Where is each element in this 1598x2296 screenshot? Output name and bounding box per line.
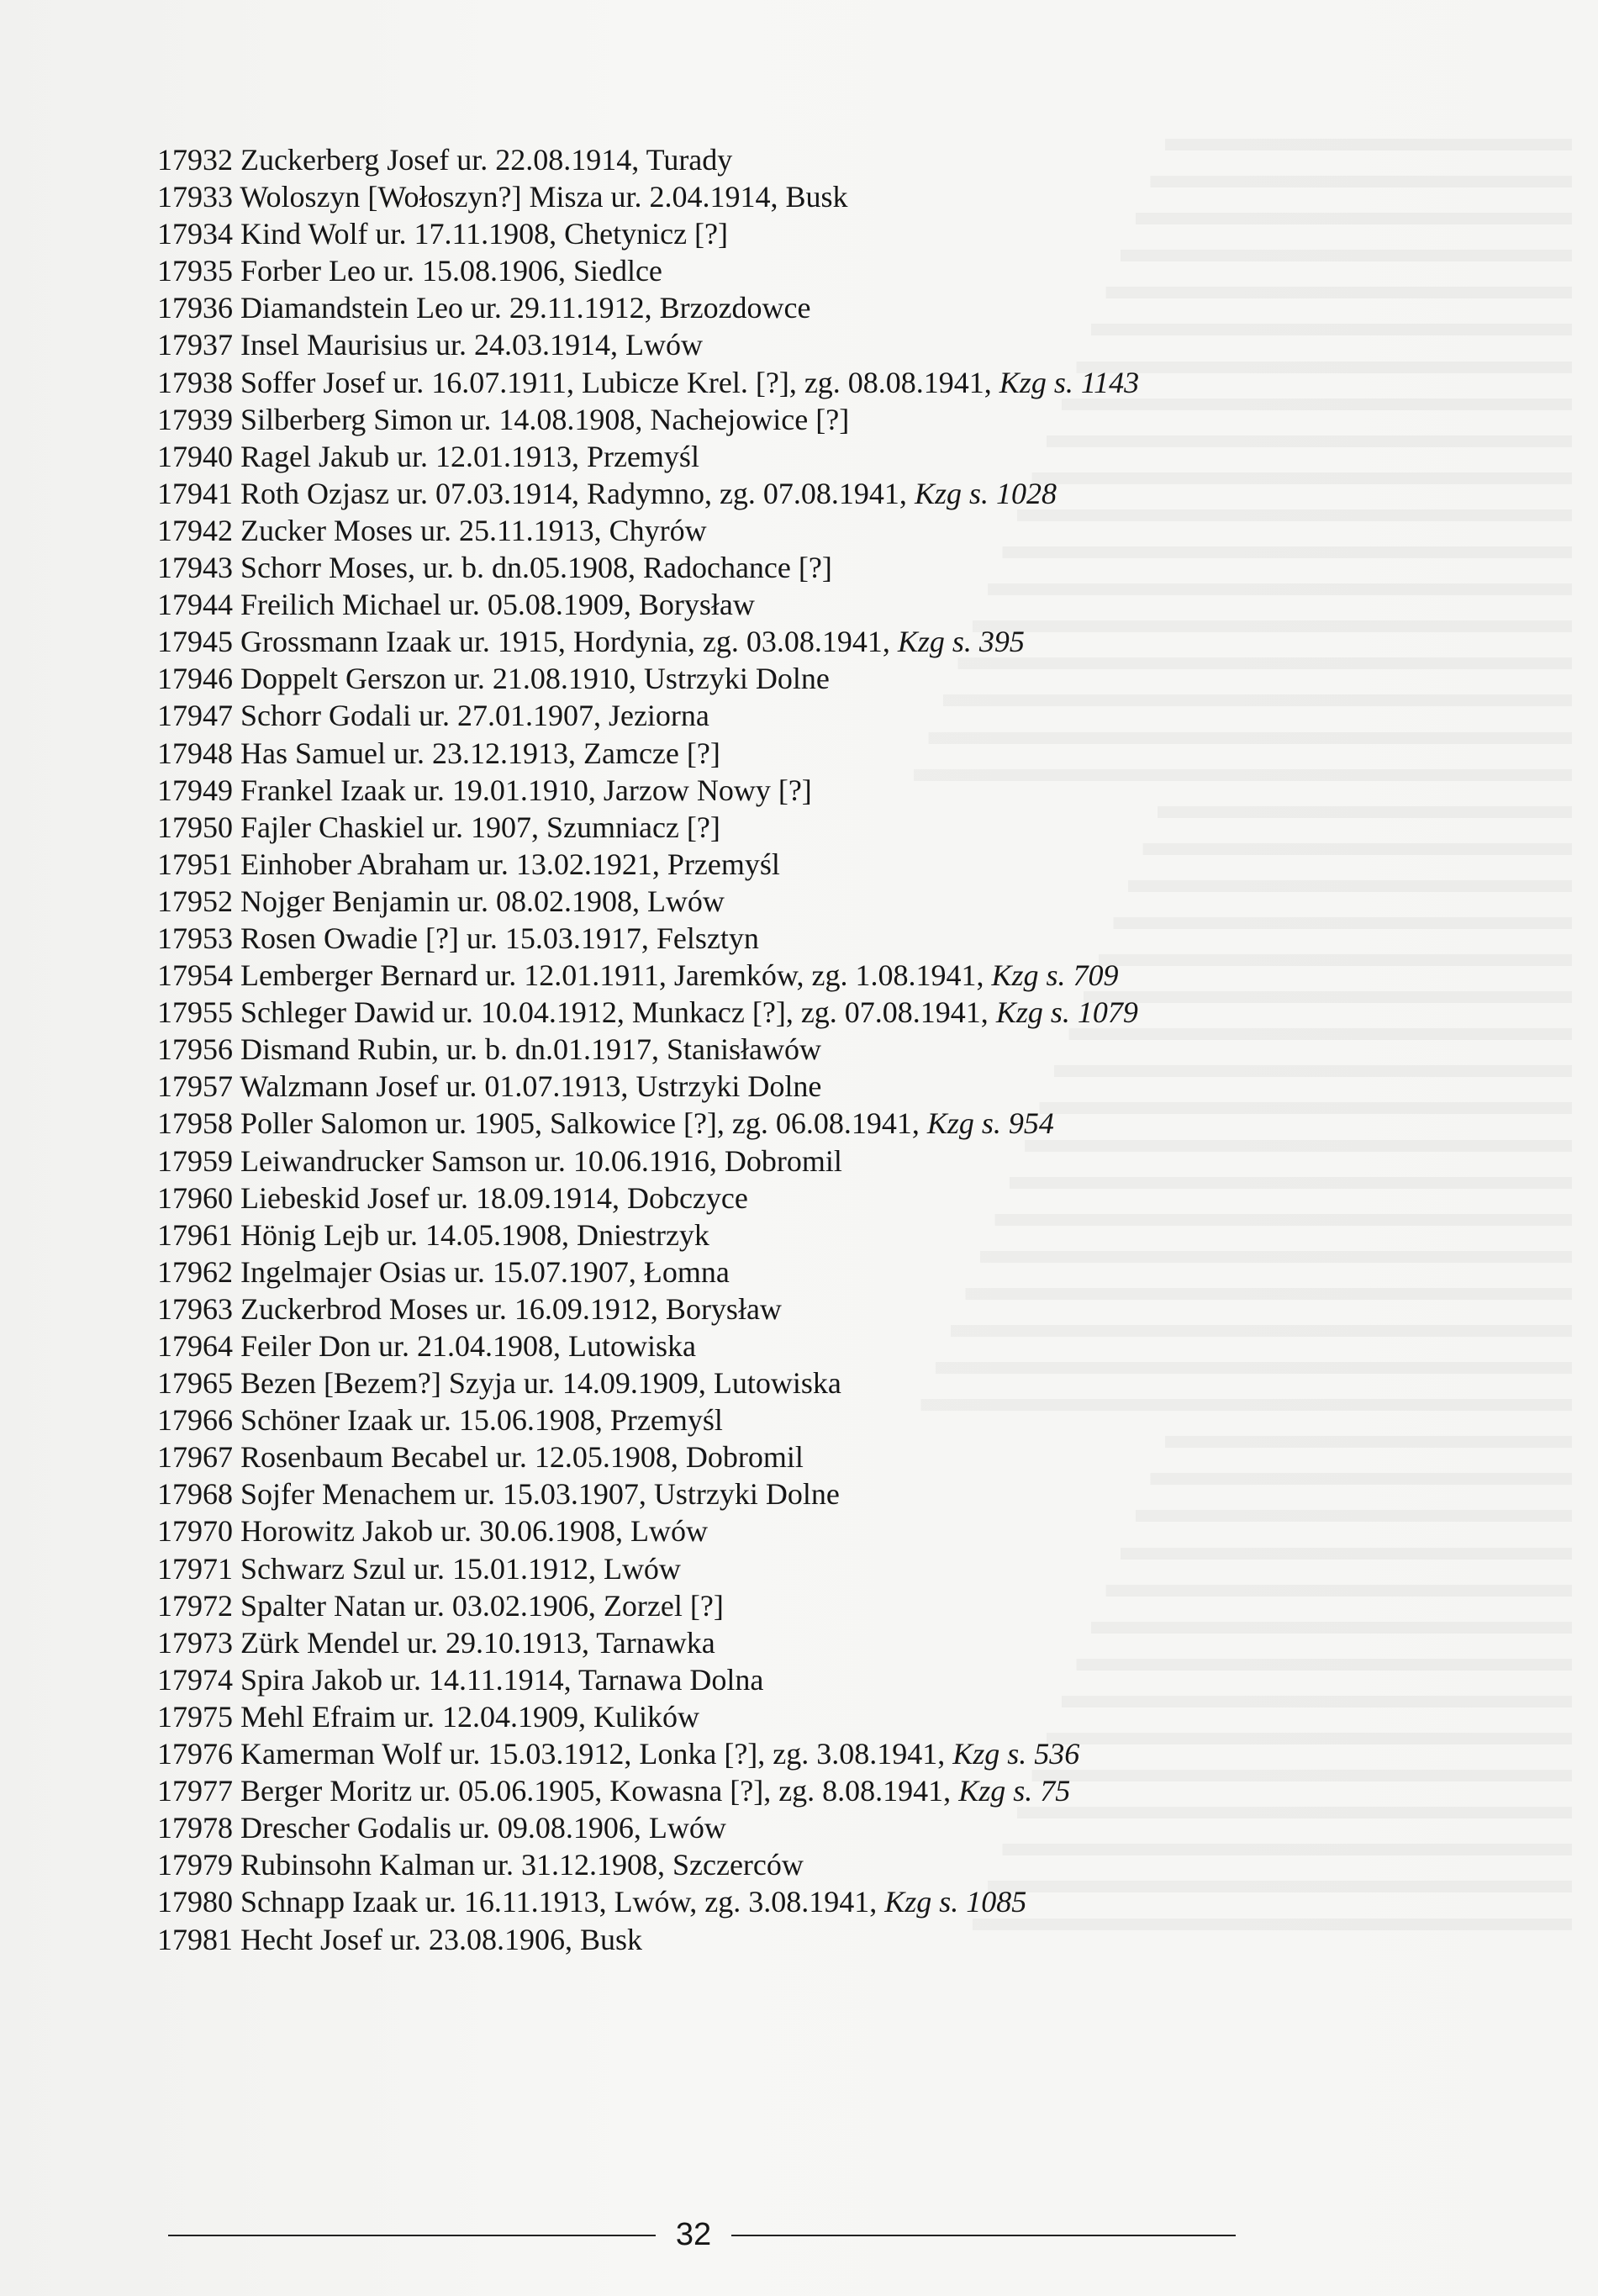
- list-item: [157, 1846, 1469, 1883]
- entry-text: 17952 Nojger Benjamin ur. 08.02.1908, Lwów: [157, 884, 725, 918]
- list-item: [157, 660, 1469, 697]
- list-item: [157, 252, 1469, 289]
- list-item: [157, 1698, 1469, 1735]
- entry-text: 17957 Walzmann Josef ur. 01.07.1913, Ustrzyki Dolne: [157, 1069, 822, 1104]
- entry-text: 17960 Liebeskid Josef ur. 18.09.1914, Dobczyce: [157, 1180, 748, 1215]
- entry-text: 17966 Schöner Izaak ur. 15.06.1908, Przemyśl: [157, 1403, 723, 1438]
- list-item: [157, 846, 1469, 883]
- list-item: [157, 1143, 1469, 1180]
- entry-text: 17978 Drescher Godalis ur. 09.08.1906, Lwów: [157, 1811, 726, 1845]
- entry-text: 17970 Horowitz Jakob ur. 30.06.1908, Lwów: [157, 1514, 708, 1549]
- list-item: [157, 957, 1469, 994]
- list-item: [157, 364, 1469, 401]
- entry-archive-reference: Kzg s. 1143: [999, 365, 1140, 399]
- list-item: [157, 1180, 1469, 1217]
- list-item: [157, 215, 1469, 252]
- entry-text: 17945 Grossmann Izaak ur. 1915, Hordynia, zg. 03.08.1941,: [157, 625, 898, 659]
- list-item: [157, 920, 1469, 957]
- list-item: [157, 1217, 1469, 1254]
- list-item: [157, 1254, 1469, 1291]
- entry-text: 17937 Insel Maurisius ur. 24.03.1914, Lwów: [157, 328, 703, 362]
- entry-text: 17951 Einhober Abraham ur. 13.02.1921, Przemyśl: [157, 847, 780, 881]
- list-item: [157, 1883, 1469, 1920]
- entry-text: 17936 Diamandstein Leo ur. 29.11.1912, Brzozdowce: [157, 291, 811, 325]
- list-item: [157, 1327, 1469, 1364]
- entry-text: 17933 Woloszyn [Wołoszyn?] Misza ur. 2.04.1914, Busk: [157, 180, 848, 214]
- entry-text: 17947 Schorr Godali ur. 27.01.1907, Jeziorna: [157, 699, 709, 733]
- entry-text: 17964 Feiler Don ur. 21.04.1908, Lutowiska: [157, 1329, 696, 1363]
- entry-text: 17968 Sojfer Menachem ur. 15.03.1907, Ustrzyki Dolne: [157, 1477, 840, 1512]
- list-item: [157, 1475, 1469, 1512]
- list-item: [157, 883, 1469, 920]
- list-item: [157, 623, 1469, 660]
- list-item: [157, 438, 1469, 475]
- entry-text: 17963 Zuckerbrod Moses ur. 16.09.1912, Borysław: [157, 1291, 782, 1326]
- list-item: [157, 1587, 1469, 1624]
- entry-text: 17954 Lemberger Bernard ur. 12.01.1911, Jaremków, zg. 1.08.1941,: [157, 958, 992, 993]
- entry-text: 17958 Poller Salomon ur. 1905, Salkowice [?], zg. 06.08.1941,: [157, 1106, 927, 1141]
- entry-text: 17935 Forber Leo ur. 15.08.1906, Siedlce: [157, 254, 662, 288]
- entry-text: 17932 Zuckerberg Josef ur. 22.08.1914, Turady: [157, 143, 733, 177]
- entry-text: 17974 Spira Jakob ur. 14.11.1914, Tarnawa Dolna: [157, 1662, 764, 1697]
- list-item: [157, 1550, 1469, 1587]
- list-item: [157, 1921, 1469, 1958]
- list-item: [157, 326, 1469, 363]
- list-item: [157, 1364, 1469, 1401]
- list-item: [157, 586, 1469, 623]
- entry-text: 17949 Frankel Izaak ur. 19.01.1910, Jarzow Nowy [?]: [157, 773, 812, 807]
- entry-archive-reference: Kzg s. 1028: [914, 476, 1057, 510]
- entry-text: 17941 Roth Ozjasz ur. 07.03.1914, Radymno, zg. 07.08.1941,: [157, 476, 915, 510]
- list-item: [157, 1401, 1469, 1438]
- list-item: [157, 1512, 1469, 1549]
- list-item: [157, 1291, 1469, 1327]
- entry-text: 17972 Spalter Natan ur. 03.02.1906, Zorzel [?]: [157, 1588, 724, 1623]
- entry-text: 17943 Schorr Moses, ur. b. dn.05.1908, Radochance [?]: [157, 551, 832, 585]
- entry-archive-reference: Kzg s. 1085: [884, 1885, 1027, 1919]
- list-item: [157, 401, 1469, 438]
- list-item: [157, 697, 1469, 734]
- entry-text: 17950 Fajler Chaskiel ur. 1907, Szumniacz [?]: [157, 810, 720, 844]
- list-item: [157, 809, 1469, 846]
- list-item: [157, 141, 1469, 178]
- entry-text: 17939 Silberberg Simon ur. 14.08.1908, Nachejowice [?]: [157, 402, 850, 436]
- list-item: [157, 1031, 1469, 1068]
- entry-text: 17967 Rosenbaum Becabel ur. 12.05.1908, Dobromil: [157, 1440, 804, 1475]
- list-item: [157, 735, 1469, 772]
- entry-text: 17959 Leiwandrucker Samson ur. 10.06.1916, Dobromil: [157, 1143, 842, 1178]
- entry-archive-reference: Kzg s. 75: [958, 1774, 1071, 1808]
- entry-text: 17961 Hönig Lejb ur. 14.05.1908, Dniestrzyk: [157, 1217, 709, 1252]
- entry-text: 17934 Kind Wolf ur. 17.11.1908, Chetynicz [?]: [157, 217, 729, 251]
- entry-text: 17938 Soffer Josef ur. 16.07.1911, Lubicze Krel. [?], zg. 08.08.1941,: [157, 365, 999, 399]
- entry-archive-reference: Kzg s. 954: [926, 1106, 1054, 1141]
- list-item: [157, 1068, 1469, 1105]
- entry-text: 17955 Schleger Dawid ur. 10.04.1912, Munkacz [?], zg. 07.08.1941,: [157, 995, 996, 1030]
- list-item: [157, 772, 1469, 809]
- entry-text: 17975 Mehl Efraim ur. 12.04.1909, Kulików: [157, 1699, 699, 1734]
- entry-text: 17940 Ragel Jakub ur. 12.01.1913, Przemyśl: [157, 439, 699, 473]
- list-item: [157, 1105, 1469, 1142]
- entry-text: 17971 Schwarz Szul ur. 15.01.1912, Lwów: [157, 1551, 681, 1586]
- list-item: [157, 289, 1469, 326]
- entry-text: 17976 Kamerman Wolf ur. 15.03.1912, Lonka [?], zg. 3.08.1941,: [157, 1737, 953, 1771]
- list-item: [157, 1735, 1469, 1772]
- footer-rule-right: [731, 2235, 1236, 2236]
- entry-text: 17953 Rosen Owadie [?] ur. 15.03.1917, Felsztyn: [157, 921, 759, 955]
- list-item: [157, 475, 1469, 512]
- list-item: [157, 178, 1469, 215]
- entry-text: 17942 Zucker Moses ur. 25.11.1913, Chyrów: [157, 513, 707, 547]
- entry-archive-reference: Kzg s. 536: [952, 1737, 1080, 1771]
- entry-list: [157, 141, 1469, 1958]
- list-item: [157, 512, 1469, 549]
- list-item: [157, 1624, 1469, 1661]
- list-item: [157, 549, 1469, 586]
- list-item: [157, 1438, 1469, 1475]
- entry-text: 17946 Doppelt Gerszon ur. 21.08.1910, Ustrzyki Dolne: [157, 662, 830, 696]
- page-number: 32: [675, 2217, 712, 2252]
- entry-text: 17977 Berger Moritz ur. 05.06.1905, Kowasna [?], zg. 8.08.1941,: [157, 1774, 959, 1808]
- list-item: [157, 1809, 1469, 1846]
- entry-text: 17956 Dismand Rubin, ur. b. dn.01.1917, Stanisławów: [157, 1032, 821, 1067]
- entry-text: 17965 Bezen [Bezem?] Szyja ur. 14.09.1909, Lutowiska: [157, 1366, 841, 1401]
- entry-text: 17973 Zürk Mendel ur. 29.10.1913, Tarnawka: [157, 1625, 715, 1660]
- footer-rule-left: [168, 2235, 656, 2236]
- entry-text: 17981 Hecht Josef ur. 23.08.1906, Busk: [157, 1922, 642, 1956]
- list-item: [157, 994, 1469, 1031]
- list-item: [157, 1772, 1469, 1809]
- entry-archive-reference: Kzg s. 395: [897, 625, 1025, 659]
- list-item: [157, 1661, 1469, 1698]
- page-footer: [168, 2209, 1236, 2260]
- entry-text: 17962 Ingelmajer Osias ur. 15.07.1907, Łomna: [157, 1254, 730, 1289]
- entry-archive-reference: Kzg s. 709: [991, 958, 1119, 993]
- entry-archive-reference: Kzg s. 1079: [995, 995, 1138, 1030]
- entry-text: 17979 Rubinsohn Kalman ur. 31.12.1908, Szczerców: [157, 1848, 804, 1882]
- entry-text: 17980 Schnapp Izaak ur. 16.11.1913, Lwów, zg. 3.08.1941,: [157, 1885, 885, 1919]
- entry-text: 17948 Has Samuel ur. 23.12.1913, Zamcze [?]: [157, 736, 720, 770]
- entry-text: 17944 Freilich Michael ur. 05.08.1909, Borysław: [157, 588, 755, 622]
